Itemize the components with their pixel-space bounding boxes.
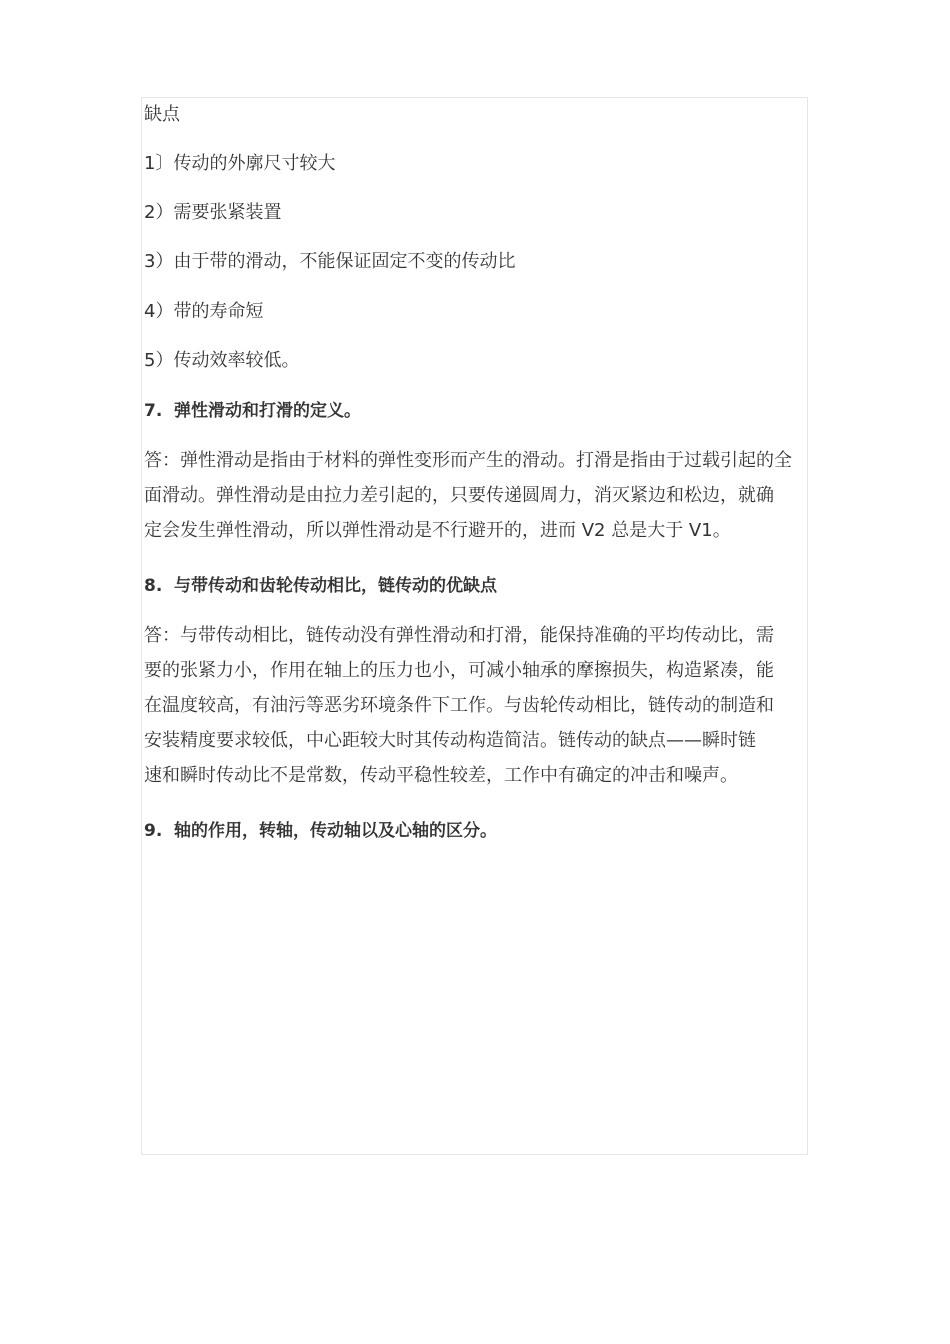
- answer-line: 在温度较高，有油污等恶劣环境条件下工作。与齿轮传动相比，链传动的制造和: [144, 695, 774, 716]
- cons-item-4: 4）带的寿命短: [144, 301, 264, 322]
- answer-line: 安装精度要求较低，中心距较大时其传动构造简洁。链传动的缺点——瞬时链: [144, 730, 756, 751]
- answer-line: 要的张紧力小，作用在轴上的压力也小，可减小轴承的摩擦损失，构造紧凑，能: [144, 660, 774, 681]
- question-7-heading: [144, 398, 361, 424]
- question-8-title: 与带传动和齿轮传动相比，链传动的优缺点: [174, 576, 497, 596]
- question-9-number: 9.: [144, 821, 163, 841]
- cons-item-5: 5）传动效率较低。: [144, 350, 300, 371]
- question-9-title: 轴的作用，转轴，传动轴以及心轴的区分。: [174, 821, 497, 841]
- cons-item-3: 3）由于带的滑动，不能保证固定不变的传动比: [144, 251, 516, 272]
- answer-line: 面滑动。弹性滑动是由拉力差引起的，只要传递圆周力，消灭紧边和松边，就确: [144, 485, 774, 506]
- answer-line: 答：与带传动相比，链传动没有弹性滑动和打滑，能保持准确的平均传动比，需: [144, 625, 774, 646]
- cons-item-1: 1〕传动的外廓尺寸较大: [144, 153, 336, 174]
- answer-line: 定会发生弹性滑动，所以弹性滑动是不行避开的，进而 V2 总是大于 V1。: [144, 520, 731, 541]
- question-8-number: 8.: [144, 576, 163, 596]
- cons-title: 缺点: [144, 104, 180, 125]
- answer-line: 答：弹性滑动是指由于材料的弹性变形而产生的滑动。打滑是指由于过载引起的全: [144, 450, 792, 471]
- cons-item-2: 2）需要张紧装置: [144, 202, 282, 223]
- question-7-answer: [144, 443, 816, 548]
- question-8-heading: [144, 573, 497, 599]
- question-7-title: 弹性滑动和打滑的定义。: [174, 401, 361, 421]
- answer-line: 速和瞬时传动比不是常数，传动平稳性较差，工作中有确定的冲击和噪声。: [144, 765, 738, 786]
- question-7-number: 7.: [144, 401, 163, 421]
- question-9-heading: [144, 818, 497, 844]
- question-8-answer: [144, 618, 816, 793]
